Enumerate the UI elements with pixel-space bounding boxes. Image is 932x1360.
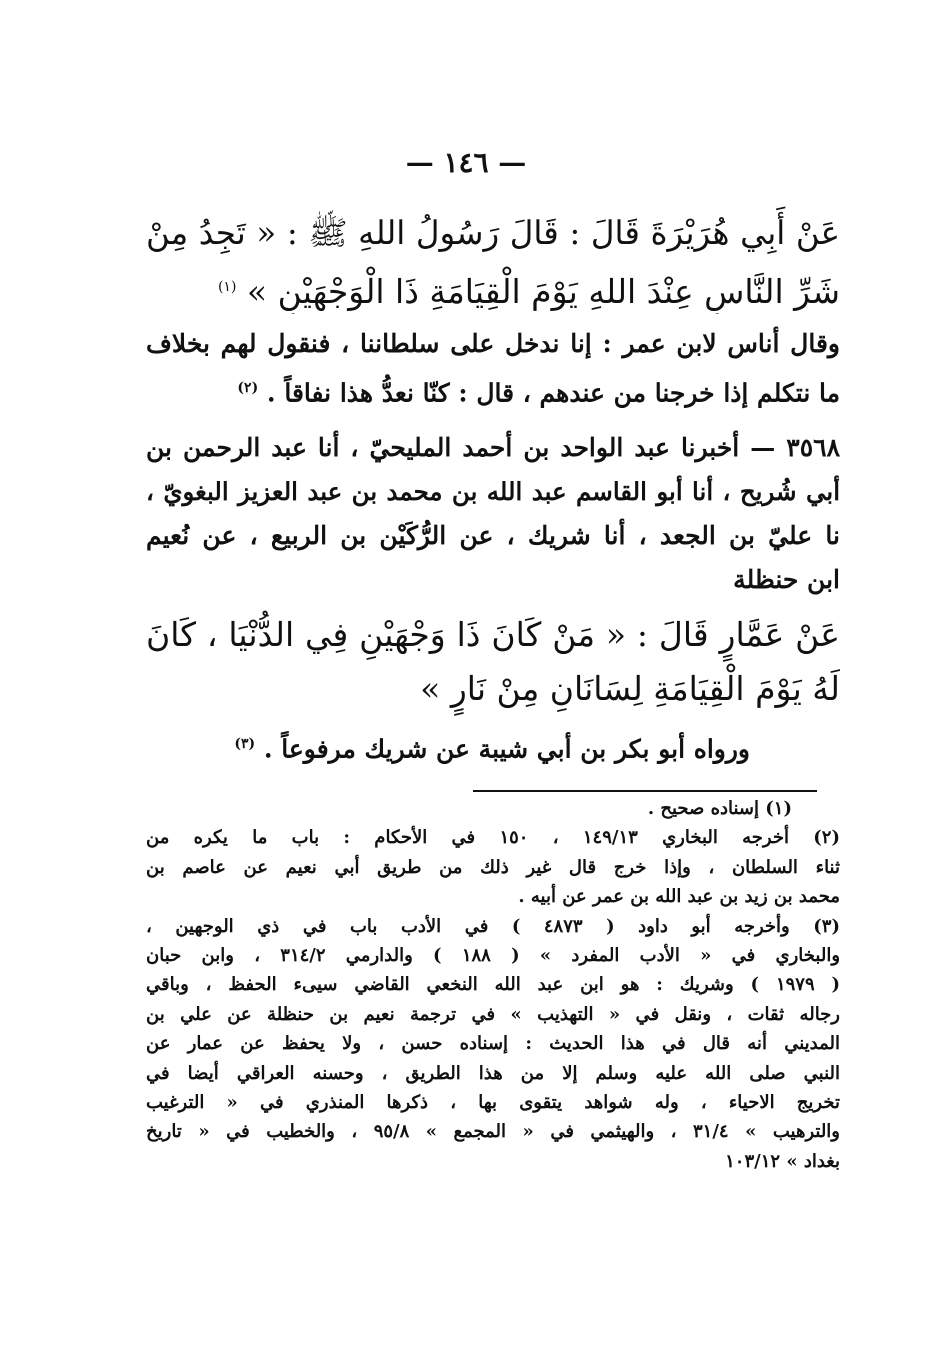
abu-bakr-riwaya bbox=[146, 722, 750, 766]
footnote-line: المديني أنه قال في هذا الحديث : إسناده حسن ، ولا يحفظ عن عمار عن bbox=[146, 1033, 840, 1055]
footnote-line: رجاله ثقات ، ونقل في « التهذيب » في ترجمة نعيم بن حنظلة عن علي بن bbox=[146, 1003, 840, 1025]
footnote-line: ( ١٩٧٩ ) وشريك : هو ابن عبد الله النخعي القاضي سيىء الحفظ ، وباقي bbox=[146, 974, 840, 996]
footnote-ref: (١) bbox=[217, 279, 237, 295]
text-line: أبي شُريح ، أنا أبو القاسم عبد الله بن محمد بن عبد العزيز البغويّ ، bbox=[146, 477, 840, 506]
footnote-line: بغداد » ١٠٣/١٢ bbox=[725, 1150, 840, 1172]
text-line: ٣٥٦٨ — أخبرنا عبد الواحد بن أحمد المليحيّ ، أنا عبد الرحمن بن bbox=[146, 433, 840, 462]
footnote-line: (٣) وأخرجه أبو داود ( ٤٨٧٣ ) في الأدب باب في ذي الوجهين ، bbox=[146, 915, 840, 937]
text-line: وقال أناس لابن عمر : إنا ندخل على سلطاننا ، فنقول لهم بخلاف bbox=[146, 329, 840, 358]
footnote-line: تخريج الاحياء ، وله شواهد يتقوى بها ، ذكرها المنذري في « الترغيب bbox=[146, 1091, 840, 1113]
footnote-line: ثناء السلطان ، وإذا خرج قال غير ذلك من طريق أبي نعيم عن عاصم بن bbox=[146, 856, 840, 878]
text-line: ابن حنظلة bbox=[733, 565, 840, 594]
text-line: ما نتكلم إذا خرجنا من عندهم ، قال : كنّا نعدُّ هذا نفاقاً . $^{(٢)}$ bbox=[237, 378, 840, 408]
footnote-line: والترهيب » ٣١/٤ ، والهيثمي في « المجمع » ٩٥/٨ ، والخطيب في « تاريخ bbox=[146, 1121, 840, 1143]
isnad-chain bbox=[146, 426, 840, 602]
footnote-ref: (٣) bbox=[234, 736, 256, 752]
ibn-umar-narration bbox=[146, 322, 840, 410]
text-line: نا عليّ بن الجعد ، أنا شريك ، عن الرُّكَيْن بن الربيع ، عن نُعيم bbox=[146, 521, 840, 550]
footnote-line: محمد بن زيد بن عبد الله بن عمر عن أبيه . bbox=[518, 886, 840, 908]
hadith-abu-hurayra bbox=[146, 206, 840, 314]
text-line: شَرِّ النَّاسِ عِنْدَ اللهِ يَوْمَ الْقِيَامَةِ ذَا الْوَجْهَيْنِ » $^{(١)}$ bbox=[217, 272, 840, 311]
footnotes bbox=[146, 794, 840, 1176]
hadith-ammar bbox=[146, 608, 840, 716]
text-line: عَنْ عَمَّارٍ قَالَ : « مَنْ كَانَ ذَا وَجْهَيْنِ فِي الدُّنْيَا ، كَانَ bbox=[146, 615, 840, 654]
footnote-line: النبي صلى الله عليه وسلم إلا من هذا الطريق ، وحسنه العراقي أيضا في bbox=[146, 1062, 840, 1084]
text-line: عَنْ أَبِي هُرَيْرَةَ قَالَ : قَالَ رَسُولُ اللهِ ﷺ : « تَجِدُ مِنْ bbox=[146, 214, 840, 252]
page-number: — ١٤٦ — bbox=[405, 146, 527, 179]
text-line: لَهُ يَوْمَ الْقِيَامَةِ لِسَانَانِ مِنْ نَارٍ » bbox=[420, 669, 840, 708]
footnote-ref: (٢) bbox=[237, 380, 259, 396]
footnote-line: (١) إسناده صحيح . bbox=[647, 798, 792, 819]
footnote-divider bbox=[473, 790, 817, 792]
footnote-line: (٢) أخرجه البخاري ١٤٩/١٣ ، ١٥٠ في الأحكام : باب ما يكره من bbox=[146, 827, 840, 849]
text-line: ورواه أبو بكر بن أبي شيبة عن شريك مرفوعاً . $^{(٣)}$ bbox=[234, 734, 750, 764]
footnote-line: والبخاري في « الأدب المفرد » ( ١٨٨ ) والدارمي ٣١٤/٢ ، وابن حبان bbox=[146, 944, 840, 966]
